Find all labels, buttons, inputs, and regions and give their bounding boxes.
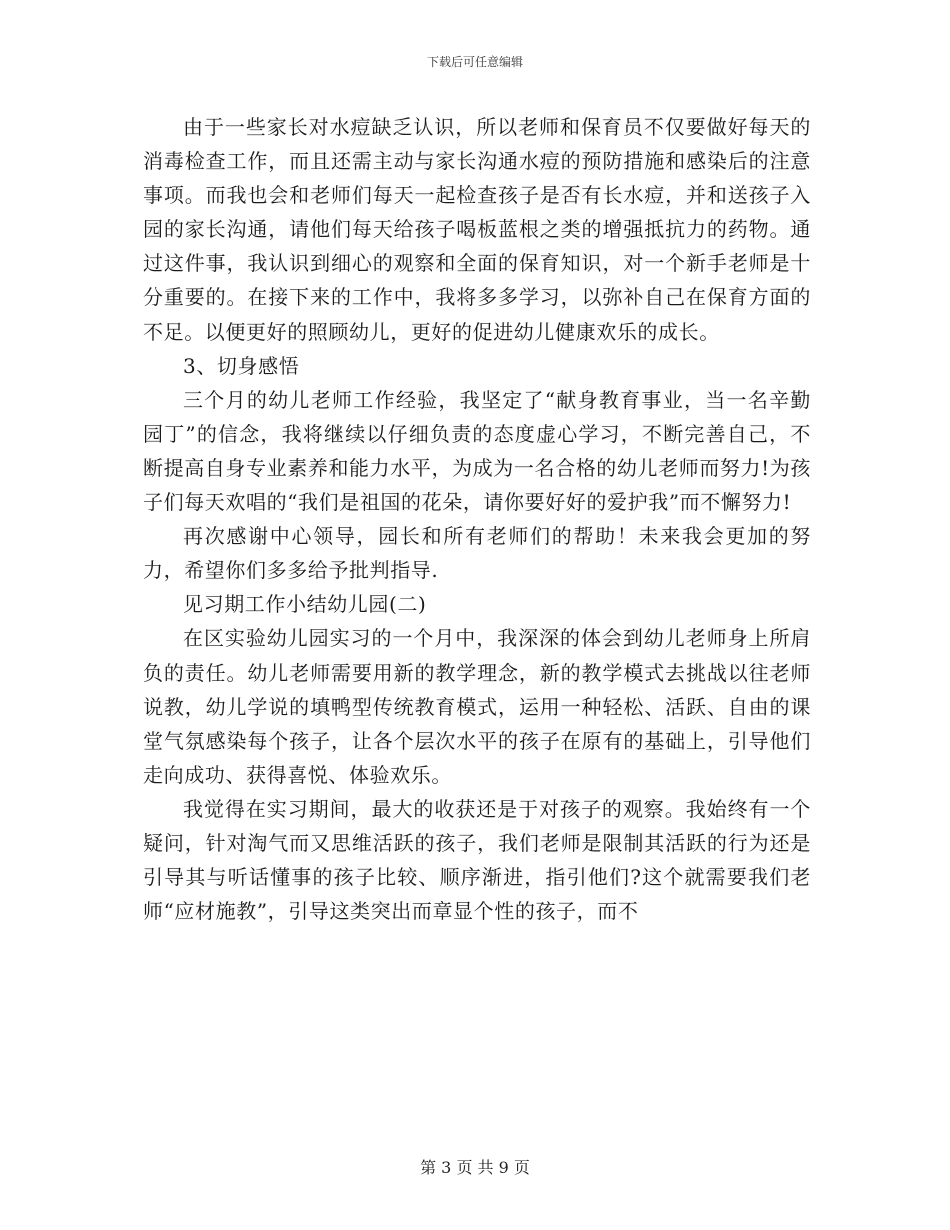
paragraph-internship: 在区实验幼儿园实习的一个月中，我深深的体会到幼儿老师身上所肩负的责任。幼儿老师需要用新的教学理念，新的教学模式去挑战以往老师说教，幼儿学说的填鸭型传统教育模式，运用一种轻松、活跃、自由的课堂气氛感染每个孩子，让各个层次水平的孩子在原有的基础上，引导他们走向成功、获得喜悦、体验欢乐。 [143, 626, 811, 787]
section-title-summary-2: 见习期工作小结幼儿园(二) [183, 592, 427, 617]
page-header-note: 下载后可任意编辑 [426, 55, 523, 69]
paragraph-experience: 三个月的幼儿老师工作经验，我坚定了“献身教育事业，当一名辛勤园丁”的信念，我将继续以仔细负责的态度虚心学习，不断完善自己，不断提高自身专业素养和能力水平，为成为一名合格的幼儿老师而努力!为孩子们每天欢唱的“我们是祖国的花朵，请你要好好的爱护我”而不懈努力! [143, 387, 811, 515]
page-number-footer: 第 3 页 共 9 页 [420, 1158, 530, 1177]
paragraph-thanks: 再次感谢中心领导，园长和所有老师们的帮助！未来我会更加的努力，希望你们多多给予批判指导. [143, 524, 811, 583]
section-heading-personal-insight: 3、切身感悟 [183, 353, 300, 378]
document-body [143, 110, 811, 928]
paragraph-chickenpox: 由于一些家长对水痘缺乏认识，所以老师和保育员不仅要做好每天的消毒检查工作，而且还需主动与家长沟通水痘的预防措施和感染后的注意事项。而我也会和老师们每天一起检查孩子是否有长水痘，并和送孩子入园的家长沟通，请他们每天给孩子喝板蓝根之类的增强抵抗力的药物。通过这件事，我认识到细心的观察和全面的保育知识，对一个新手老师是十分重要的。在接下来的工作中，我将多多学习，以弥补自己在保育方面的不足。以便更好的照顾幼儿，更好的促进幼儿健康欢乐的成长。 [143, 115, 811, 344]
paragraph-observation: 我觉得在实习期间，最大的收获还是于对孩子的观察。我始终有一个疑问，针对淘气而又思维活跃的孩子，我们老师是限制其活跃的行为还是引导其与听话懂事的孩子比较、顺序渐进，指引他们?这个就需要我们老师“应材施教”，引导这类突出而章显个性的孩子，而不 [143, 796, 811, 924]
